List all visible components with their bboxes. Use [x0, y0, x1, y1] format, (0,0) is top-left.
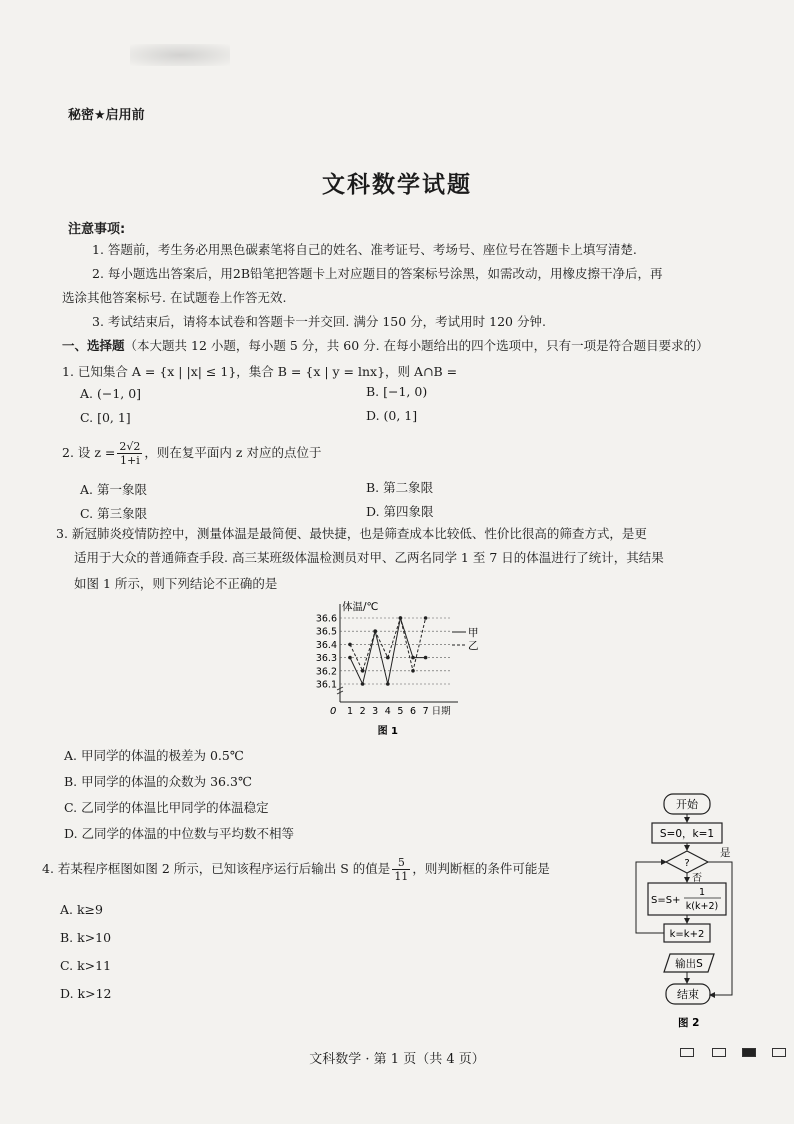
question-1-stem: 1. 已知集合 A = {x | |x| ≤ 1}，集合 B = {x | y = lnx}，则 A∩B = — [62, 364, 458, 379]
question-3-line-1: 3. 新冠肺炎疫情防控中，测量体温是最简便、最快捷，也是筛查成本比较低、性价比很高的筛查方式，是更 — [56, 526, 647, 541]
x-tick-label: 2 — [359, 706, 366, 717]
y-tick-label: 36.2 — [315, 666, 337, 678]
notice-item-2-cont: 选涂其他答案标号. 在试题卷上作答无效. — [62, 290, 287, 305]
y-tick-label: 36.5 — [315, 626, 337, 638]
q3-option-b: B. 甲同学的体温的众数为 36.3℃ — [64, 774, 252, 789]
page-title: 文科数学试题 — [322, 172, 472, 198]
page-footer: 文科数学 · 第 1 页（共 4 页） — [309, 1052, 485, 1067]
q1-option-c: C. [0, 1] — [80, 410, 131, 425]
q4-frac-den: 11 — [394, 870, 409, 883]
y-tick-label: 36.6 — [315, 613, 337, 625]
q1-option-b: B. [−1, 0) — [366, 384, 428, 399]
q2-frac-num: 2√2 — [119, 440, 141, 453]
x-tick-label: 3 — [372, 706, 379, 717]
decision-label: ? — [684, 858, 690, 869]
q4-option-d: D. k>12 — [60, 986, 112, 1001]
y-tick-label: 36.3 — [315, 653, 337, 665]
q4-stem-pre: 4. 若某程序框图如图 2 所示，已知该程序运行后输出 S 的值是 — [42, 861, 391, 876]
question-3-line-3: 如图 1 所示，则下列结论不正确的是 — [74, 576, 278, 591]
increment-label: k=k+2 — [669, 929, 705, 940]
data-point — [424, 656, 428, 660]
figure-1-caption: 图 1 — [377, 726, 399, 737]
notice-heading: 注意事项: — [68, 222, 126, 237]
x-tick-label: 4 — [384, 706, 391, 717]
marker-square-3 — [742, 1048, 756, 1057]
data-point — [411, 669, 415, 673]
section-header — [62, 336, 709, 354]
q2-option-a: A. 第一象限 — [80, 482, 147, 497]
section-title: 一、选择题 — [62, 338, 125, 353]
y-axis-label: 体温/℃ — [342, 601, 379, 613]
confidential-label: 秘密★启用前 — [68, 108, 145, 123]
y-tick-label: 36.4 — [315, 639, 337, 651]
data-point — [386, 656, 390, 660]
notice-item-2: 2. 每小题选出答案后，用2B铅笔把答题卡上对应题目的答案标号涂黑，如需改动，用橡皮擦干净后，再 — [92, 266, 663, 281]
origin-label: 0 — [330, 706, 337, 717]
q2-option-c: C. 第三象限 — [80, 506, 148, 521]
section-desc: （本大题共 12 小题，每小题 5 分，共 60 分. 在每小题给出的四个选项中，只有一项是符合题目要求的） — [124, 338, 709, 353]
start-label: 开始 — [676, 798, 698, 811]
marker-square-4 — [772, 1048, 786, 1057]
q4-option-b: B. k>10 — [60, 930, 112, 945]
data-point — [411, 656, 415, 660]
q4-option-c: C. k>11 — [60, 958, 112, 973]
q2-stem-post: ，则在复平面内 z 对应的点位于 — [144, 445, 322, 460]
q4-frac-num: 5 — [392, 856, 410, 870]
q2-stem-pre: 2. 设 z = — [62, 445, 116, 460]
x-tick-label: 7 — [422, 706, 429, 717]
yes-branch — [708, 862, 732, 995]
x-tick-label: 6 — [409, 706, 417, 717]
update-label: S=S+ — [651, 895, 681, 906]
marker-square-1 — [680, 1048, 694, 1057]
q3-option-d: D. 乙同学的体温的中位数与平均数不相等 — [64, 826, 295, 841]
data-point — [361, 669, 365, 673]
figure-2-caption: 图 2 — [678, 1017, 700, 1029]
q2-option-b: B. 第二象限 — [366, 480, 434, 495]
q2-frac-den: 1+i — [120, 454, 140, 467]
marker-square-2 — [712, 1048, 726, 1057]
output-label: 输出S — [675, 958, 703, 970]
q4-option-a: A. k≥9 — [60, 902, 103, 917]
notice-item-3: 3. 考试结束后，请将本试卷和答题卡一并交回. 满分 150 分，考试用时 120 分钟. — [92, 314, 546, 329]
legend-label-1: 甲 — [468, 627, 479, 639]
update-frac-den: k(k+2) — [685, 901, 719, 912]
y-tick-label: 36.1 — [315, 679, 337, 691]
legend-label-2: 乙 — [468, 640, 479, 652]
q4-stem-post: ，则判断框的条件可能是 — [412, 861, 550, 876]
init-label: S=0，k=1 — [659, 828, 715, 840]
q1-option-d: D. (0, 1] — [366, 408, 418, 423]
update-frac-num: 1 — [698, 887, 706, 898]
data-point — [399, 616, 403, 620]
scan-shadow — [130, 44, 230, 66]
data-point — [386, 682, 390, 686]
notice-item-1: 1. 答题前，考生务必用黑色碳素笔将自己的姓名、准考证号、考场号、座位号在答题卡上填写清楚. — [92, 242, 637, 257]
q3-option-a: A. 甲同学的体温的极差为 0.5℃ — [64, 748, 244, 763]
data-point — [348, 643, 352, 647]
q1-option-a: A. (−1, 0] — [80, 386, 142, 401]
end-label: 结束 — [677, 988, 699, 1001]
q4-fraction — [392, 856, 410, 883]
data-point — [424, 616, 428, 620]
data-point — [361, 682, 365, 686]
question-4-stem — [42, 856, 550, 883]
x-axis-label: 日期 — [431, 706, 451, 717]
q2-option-d: D. 第四象限 — [366, 504, 434, 519]
q3-option-c: C. 乙同学的体温比甲同学的体温稳定 — [64, 800, 269, 815]
q2-fraction — [117, 440, 142, 467]
program-flowchart — [620, 790, 770, 1035]
data-point — [348, 656, 352, 660]
question-3-line-2: 适用于大众的普通筛查手段. 高三某班级体温检测员对甲、乙两名同学 1 至 7 日的体温进行了统计，其结果 — [74, 550, 664, 565]
series-line-1 — [350, 618, 426, 684]
data-point — [373, 629, 377, 633]
x-tick-label: 5 — [397, 706, 404, 717]
question-2-stem — [62, 440, 321, 467]
x-tick-label: 1 — [346, 706, 354, 717]
yes-label: 是 — [720, 847, 731, 859]
no-label: 否 — [692, 873, 702, 884]
temperature-chart — [300, 596, 490, 744]
